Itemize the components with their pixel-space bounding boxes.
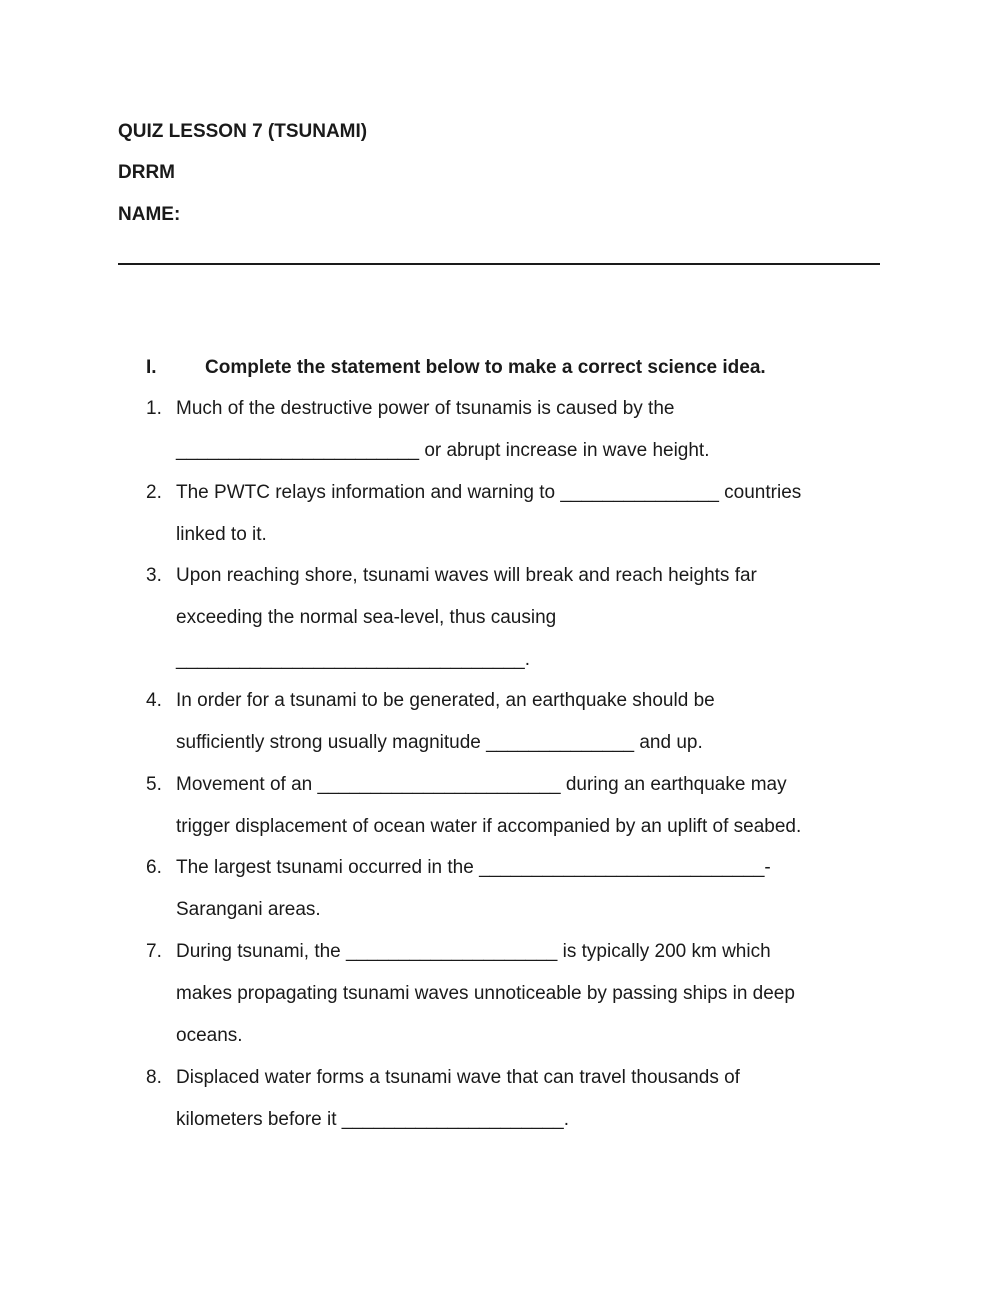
question-text-line: Sarangani areas. [176,899,321,920]
question-number: 1. [146,398,162,419]
question-number: 4. [146,690,162,711]
question-text-line: Upon reaching shore, tsunami waves will break and reach heights far [176,565,757,586]
question-text-line: oceans. [176,1025,243,1046]
subject-label: DRRM [118,162,175,183]
question-text-line: _______________________ or abrupt increase in wave height. [176,440,710,461]
question-number: 7. [146,941,162,962]
name-answer-line[interactable] [118,263,880,265]
question-text-line: sufficiently strong usually magnitude ______________ and up. [176,732,703,753]
quiz-title: QUIZ LESSON 7 (TSUNAMI) [118,121,368,142]
question-number: 6. [146,857,162,878]
question-text-line: The PWTC relays information and warning to _______________ countries [176,482,802,503]
question-text-line: linked to it. [176,524,267,545]
question-text-line: trigger displacement of ocean water if accompanied by an uplift of seabed. [176,816,802,837]
question-text-line: In order for a tsunami to be generated, an earthquake should be [176,690,715,711]
section-instruction-text: Complete the statement below to make a correct science idea. [205,357,766,378]
question-text-line: Much of the destructive power of tsunamis is caused by the [176,398,675,419]
section-instruction [146,356,906,380]
question-text-line: Movement of an _______________________ during an earthquake may [176,774,787,795]
question-text-line: exceeding the normal sea-level, thus causing [176,607,557,628]
question-text-line: _________________________________. [176,649,530,670]
section-numeral: I. [146,357,157,378]
question-text-line: The largest tsunami occurred in the ___________________________- [176,857,771,878]
question-text-line: During tsunami, the ____________________ is typically 200 km which [176,941,771,962]
question-text-line: makes propagating tsunami waves unnoticeable by passing ships in deep [176,983,795,1004]
question-number: 2. [146,482,162,503]
question-number: 8. [146,1067,162,1088]
question-text-line: kilometers before it _____________________. [176,1109,569,1130]
question-number: 5. [146,774,162,795]
question-number: 3. [146,565,162,586]
question-text-line: Displaced water forms a tsunami wave that can travel thousands of [176,1067,740,1088]
name-label: NAME: [118,204,181,225]
